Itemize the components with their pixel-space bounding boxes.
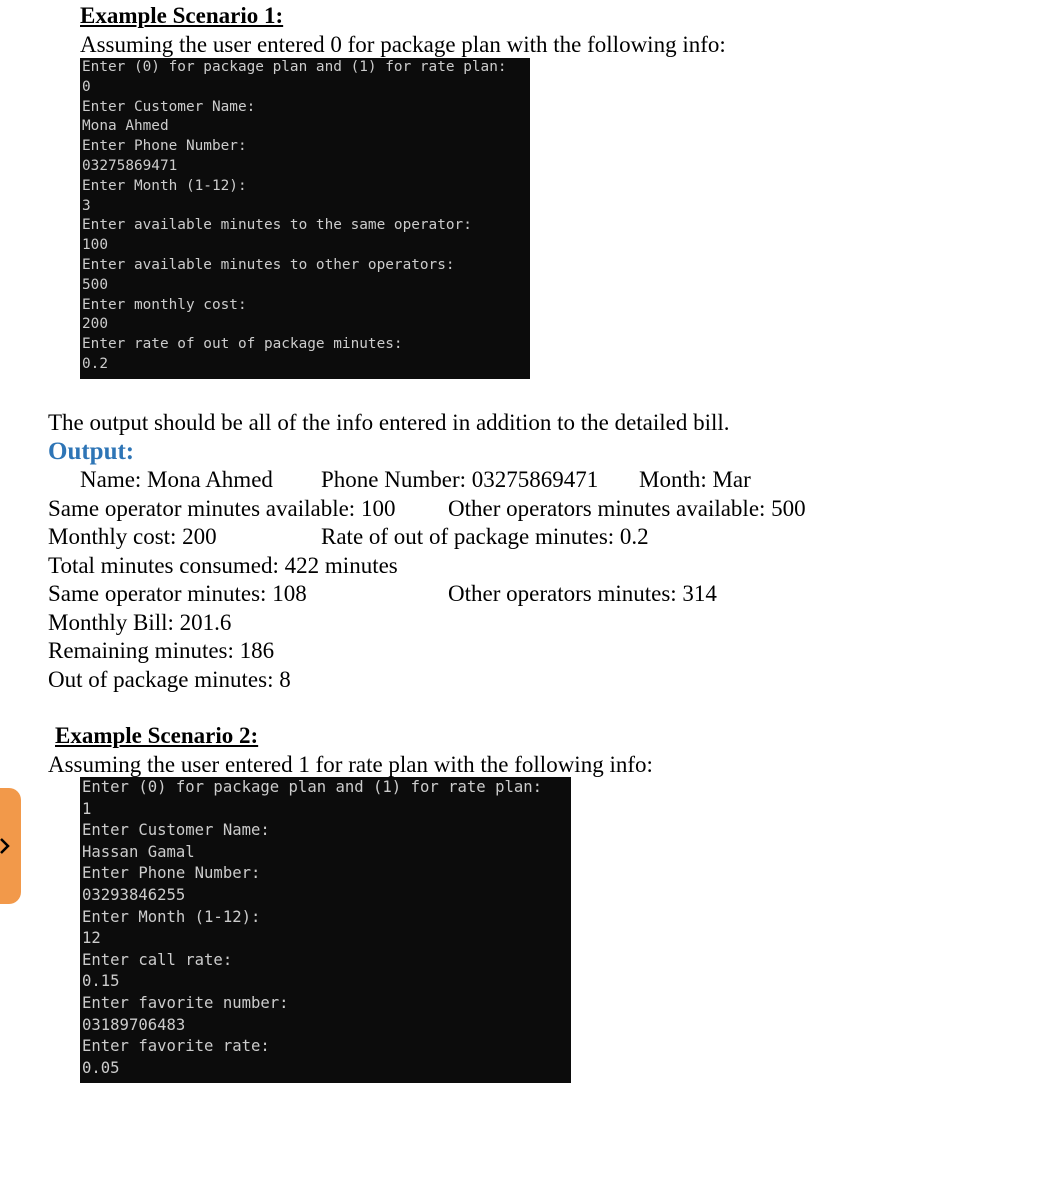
console-line: Enter rate of out of package minutes: <box>82 336 403 353</box>
console-line: Enter favorite rate: <box>82 1037 270 1056</box>
console-line: 500 <box>82 276 108 293</box>
output-total-consumed: Total minutes consumed: 422 minutes <box>48 553 398 578</box>
output-remaining: Remaining minutes: 186 <box>48 638 275 663</box>
scenario1-heading: Example Scenario 1: <box>80 3 284 28</box>
side-panel-tab[interactable] <box>0 788 21 904</box>
console-line: Enter available minutes to other operators: <box>82 256 455 273</box>
scenario2-console <box>80 777 571 1083</box>
console-line: 03275869471 <box>82 157 178 174</box>
output-month: Month: Mar <box>639 467 751 492</box>
console-line: Enter available minutes to the same operator: <box>82 217 472 234</box>
console-line: Enter (0) for package plan and (1) for rate plan: <box>82 59 507 75</box>
console-line: Enter favorite number: <box>82 993 289 1012</box>
console-line: Enter Phone Number: <box>82 864 261 883</box>
console-line: Enter monthly cost: <box>82 296 247 313</box>
output-monthly-bill: Monthly Bill: 201.6 <box>48 610 232 635</box>
scenario2-intro: Assuming the user entered 1 for rate plan with the following info: <box>48 752 653 777</box>
console-line: Enter Phone Number: <box>82 138 247 155</box>
output-rate-out: Rate of out of package minutes: 0.2 <box>321 524 649 549</box>
output-same-available: Same operator minutes available: 100 <box>48 496 396 521</box>
output-name: Name: Mona Ahmed <box>80 467 273 492</box>
console-line: Enter Month (1-12): <box>82 907 261 926</box>
console-line: 0 <box>82 78 91 95</box>
output-monthly-cost: Monthly cost: 200 <box>48 524 217 549</box>
output-other-available: Other operators minutes available: 500 <box>448 496 806 521</box>
console-line: Enter (0) for package plan and (1) for rate plan: <box>82 778 543 796</box>
console-line: 3 <box>82 197 91 214</box>
chevron-right-icon <box>0 836 12 856</box>
console-line: Enter Customer Name: <box>82 821 270 840</box>
console-line: 03293846255 <box>82 885 186 904</box>
console-line: 0.15 <box>82 972 120 991</box>
console-line: 0.05 <box>82 1058 120 1077</box>
output-other-minutes: Other operators minutes: 314 <box>448 581 717 606</box>
console-line: 1 <box>82 799 92 818</box>
output-out-of-package: Out of package minutes: 8 <box>48 667 291 692</box>
output-label: Output: <box>48 438 135 465</box>
console-line: Enter Month (1-12): <box>82 177 247 194</box>
output-same-minutes: Same operator minutes: 108 <box>48 581 307 606</box>
scenario2-heading: Example Scenario 2: <box>55 723 259 748</box>
console-line: 12 <box>82 929 101 948</box>
output-note: The output should be all of the info entered in addition to the detailed bill. <box>48 410 730 435</box>
console-line: Mona Ahmed <box>82 118 169 135</box>
output-phone: Phone Number: 03275869471 <box>321 467 599 492</box>
console-line: Hassan Gamal <box>82 842 195 861</box>
console-line: 0.2 <box>82 355 108 372</box>
console-line: 03189706483 <box>82 1015 186 1034</box>
console-line: Enter call rate: <box>82 950 233 969</box>
scenario1-intro: Assuming the user entered 0 for package plan with the following info: <box>80 32 726 57</box>
console-line: 100 <box>82 237 108 254</box>
console-line: 200 <box>82 316 108 333</box>
scenario1-console <box>80 58 530 379</box>
console-line: Enter Customer Name: <box>82 98 256 115</box>
